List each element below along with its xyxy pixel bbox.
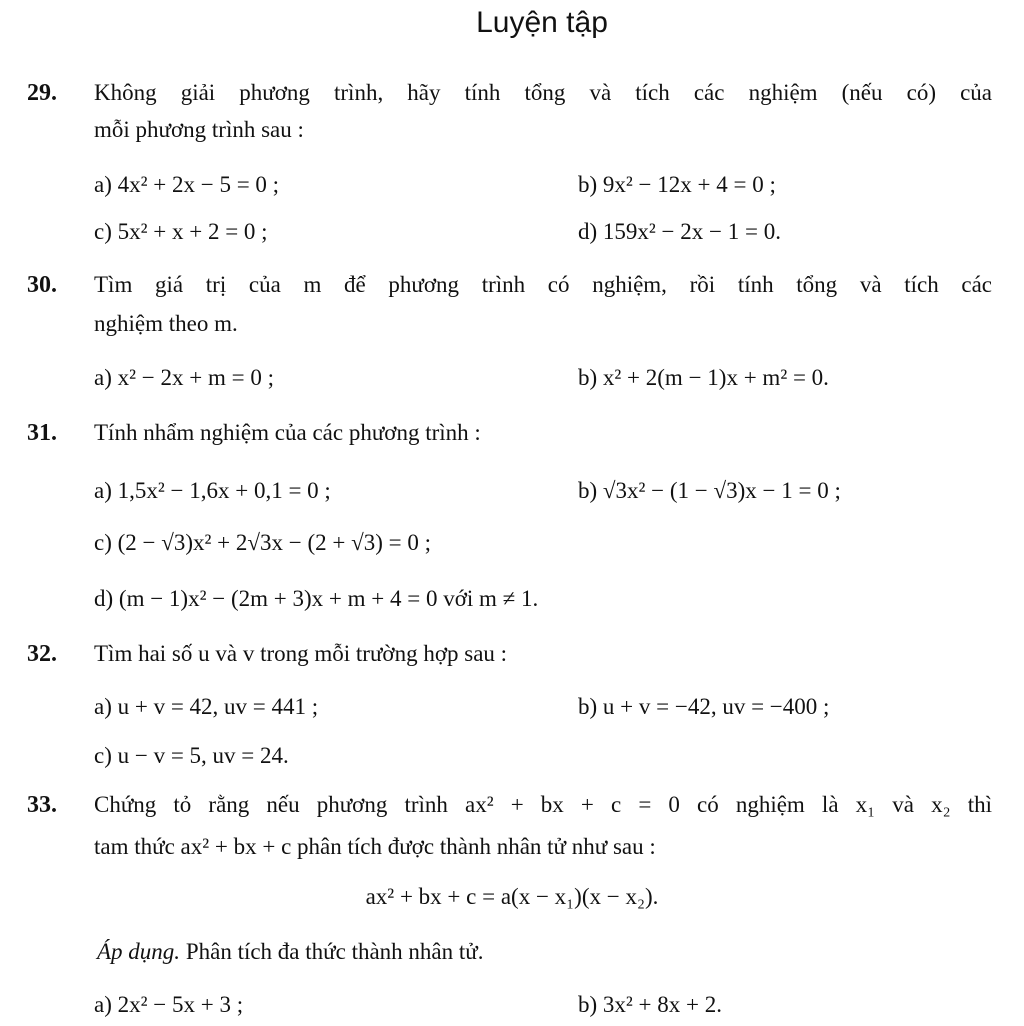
exercise-32-item-a: a) u + v = 42, uv = 441 ; (94, 694, 319, 719)
exercise-29-item-b: b) 9x² − 12x + 4 = 0 ; (578, 172, 776, 197)
exercise-33-apply (97, 939, 484, 965)
exercise-30-text-2: nghiệm theo m. (94, 311, 238, 336)
exercise-33-item-a: a) 2x² − 5x + 3 ; (94, 992, 244, 1017)
exercise-32-text-1: Tìm hai số u và v trong mỗi trường hợp sau : (94, 641, 508, 666)
exercise-31-number: 31. (27, 420, 57, 446)
exercise-29-text-1: Không giải phương trình, hãy tính tổng và tích các nghiệm (nếu có) của (94, 80, 992, 105)
exercise-30-text-1: Tìm giá trị của m để phương trình có nghiệm, rồi tính tổng và tích các (94, 272, 992, 297)
exercise-29-text-2: mỗi phương trình sau : (94, 117, 304, 142)
exercise-33-text-1: Chứng tỏ rằng nếu phương trình ax² + bx + c = 0 có nghiệm là x₁ và x₂ thì (94, 792, 992, 817)
exercise-33-formula: ax² + bx + c = a(x − x₁)(x − x₂). (365, 884, 659, 909)
exercise-30-number: 30. (27, 272, 57, 298)
exercise-29-item-d: d) 159x² − 2x − 1 = 0. (578, 219, 781, 244)
exercise-31-item-c: c) (2 − √3)x² + 2√3x − (2 + √3) = 0 ; (94, 530, 432, 555)
exercise-29-number: 29. (27, 80, 57, 106)
exercise-33-text-2: tam thức ax² + bx + c phân tích được thành nhân tử như sau : (94, 834, 656, 859)
apply-text: Phân tích đa thức thành nhân tử. (180, 939, 484, 964)
apply-label: Áp dụng. (97, 939, 181, 964)
exercise-32-item-c: c) u − v = 5, uv = 24. (94, 743, 289, 768)
exercise-33-item-b: b) 3x² + 8x + 2. (578, 992, 722, 1017)
page-title: Luyện tập (476, 6, 608, 39)
exercise-31-item-d: d) (m − 1)x² − (2m + 3)x + m + 4 = 0 với m ≠ 1. (94, 586, 539, 611)
exercise-32-item-b: b) u + v = −42, uv = −400 ; (578, 694, 830, 719)
exercise-30-item-a: a) x² − 2x + m = 0 ; (94, 365, 274, 390)
exercise-31-item-b: b) √3x² − (1 − √3)x − 1 = 0 ; (578, 478, 841, 503)
exercise-31-item-a: a) 1,5x² − 1,6x + 0,1 = 0 ; (94, 478, 331, 503)
exercise-29-item-a: a) 4x² + 2x − 5 = 0 ; (94, 172, 280, 197)
exercise-31-text-1: Tính nhẩm nghiệm của các phương trình : (94, 420, 481, 445)
exercise-33-number: 33. (27, 792, 57, 818)
exercise-29-item-c: c) 5x² + x + 2 = 0 ; (94, 219, 268, 244)
exercise-32-number: 32. (27, 641, 57, 667)
exercise-30-item-b: b) x² + 2(m − 1)x + m² = 0. (578, 365, 829, 390)
